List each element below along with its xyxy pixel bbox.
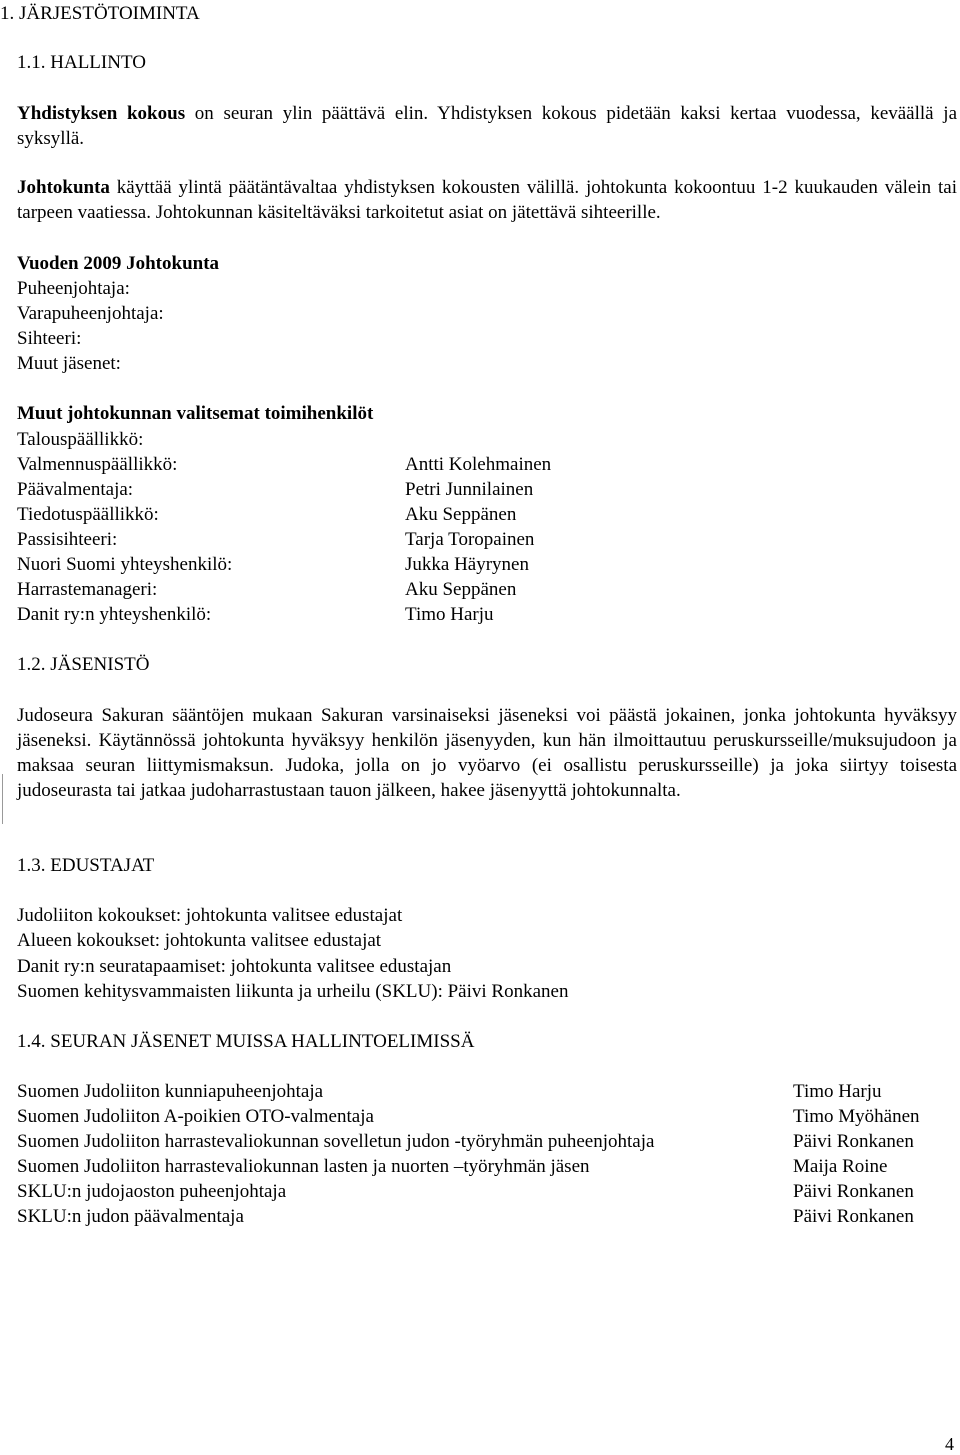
official-name: Petri Junnilainen [405,479,534,500]
position-role: Suomen Judoliiton A-poikien OTO-valmentaja [17,1106,374,1127]
official-role: Passisihteeri: [17,529,118,550]
official-role: Danit ry:n yhteyshenkilö: [17,604,212,625]
representatives-line: Alueen kokoukset: johtokunta valitsee edustajat [17,930,382,951]
official-role: Talouspäällikkö: [17,429,144,450]
section-heading-hallinto: 1.1. HALLINTO [17,52,146,73]
official-name: Timo Harju [405,604,494,625]
representatives-line: Danit ry:n seuratapaamiset: johtokunta valitsee edustajan [17,956,452,977]
official-role: Valmennuspäällikkö: [17,454,178,475]
board-role-other-members: Muut jäsenet: [17,353,121,374]
chapter-heading: 1. JÄRJESTÖTOIMINTA [0,3,200,24]
official-name: Tarja Toropainen [405,529,535,550]
section-heading-edustajat: 1.3. EDUSTAJAT [17,855,155,876]
paragraph-yhdistyksen-kokous [17,101,957,151]
section-heading-hallintoelimet: 1.4. SEURAN JÄSENET MUISSA HALLINTOELIMISSÄ [17,1031,475,1052]
term-johtokunta: Johtokunta [17,177,110,198]
board-role-chair: Puheenjohtaja: [17,278,130,299]
position-role: Suomen Judoliiton kunniapuheenjohtaja [17,1081,324,1102]
paragraph-johtokunta [17,175,957,225]
board-role-vice-chair: Varapuheenjohtaja: [17,303,164,324]
representatives-line: Judoliiton kokoukset: johtokunta valitsee edustajat [17,905,403,926]
position-role: Suomen Judoliiton harrastevaliokunnan lasten ja nuorten –työryhmän jäsen [17,1156,590,1177]
paragraph-text: käyttää ylintä päätäntävaltaa yhdistyksen kokousten välillä. johtokunta kokoontuu 1-2 kuukauden välein tai tarpeen vaatiessa. Johtokunnan käsiteltäväksi tarkoitetut asiat on jätettävä sihteerille. [17,177,957,223]
position-name: Timo Harju [793,1081,882,1102]
section-heading-jasenisto: 1.2. JÄSENISTÖ [17,654,150,675]
position-name: Päivi Ronkanen [793,1206,914,1227]
position-name: Maija Roine [793,1156,888,1177]
change-bar [2,774,3,824]
official-role: Harrastemanageri: [17,579,158,600]
position-name: Timo Myöhänen [793,1106,920,1127]
official-name: Aku Seppänen [405,579,517,600]
official-role: Nuori Suomi yhteyshenkilö: [17,554,233,575]
board-heading: Vuoden 2009 Johtokunta [17,253,220,274]
official-role: Päävalmentaja: [17,479,134,500]
term-yhdistyksen-kokous: Yhdistyksen kokous [17,103,186,124]
page-number: 4 [945,1434,954,1454]
position-role: SKLU:n judon päävalmentaja [17,1206,244,1227]
official-name: Aku Seppänen [405,504,517,525]
board-role-secretary: Sihteeri: [17,328,82,349]
representatives-line: Suomen kehitysvammaisten liikunta ja urheilu (SKLU): Päivi Ronkanen [17,981,569,1002]
position-role: SKLU:n judojaoston puheenjohtaja [17,1181,287,1202]
official-name: Jukka Häyrynen [405,554,529,575]
officials-heading: Muut johtokunnan valitsemat toimihenkilöt [17,403,374,424]
position-name: Päivi Ronkanen [793,1131,914,1152]
position-name: Päivi Ronkanen [793,1181,914,1202]
paragraph-text: on seuran ylin päättävä elin. Yhdistyksen kokous pidetään kaksi kertaa vuodessa, keväällä ja syksyllä. [17,103,957,149]
official-role: Tiedotuspäällikkö: [17,504,159,525]
paragraph-jasenisto: Judoseura Sakuran sääntöjen mukaan Sakuran varsinaiseksi jäseneksi voi päästä jokainen, jonka johtokunta hyväksyy jäseneksi. Käytännössä johtokunta hyväksyy henkilön jäsenyyden, kun hän ilmoittautuu peruskursseille/muksujudoon ja maksaa seuran liittymismaksun. Judoka, jolla on jo vyöarvo (ei osallistu peruskursseille) ja joka siirtyy toisesta judoseurasta tai jatkaa judoharrastustaan tauon jälkeen, hakee jäsenyyttä johtokunnalta. [17,705,957,801]
position-role: Suomen Judoliiton harrastevaliokunnan sovelletun judon -työryhmän puheenjohtaja [17,1131,655,1152]
official-name: Antti Kolehmainen [405,454,552,475]
